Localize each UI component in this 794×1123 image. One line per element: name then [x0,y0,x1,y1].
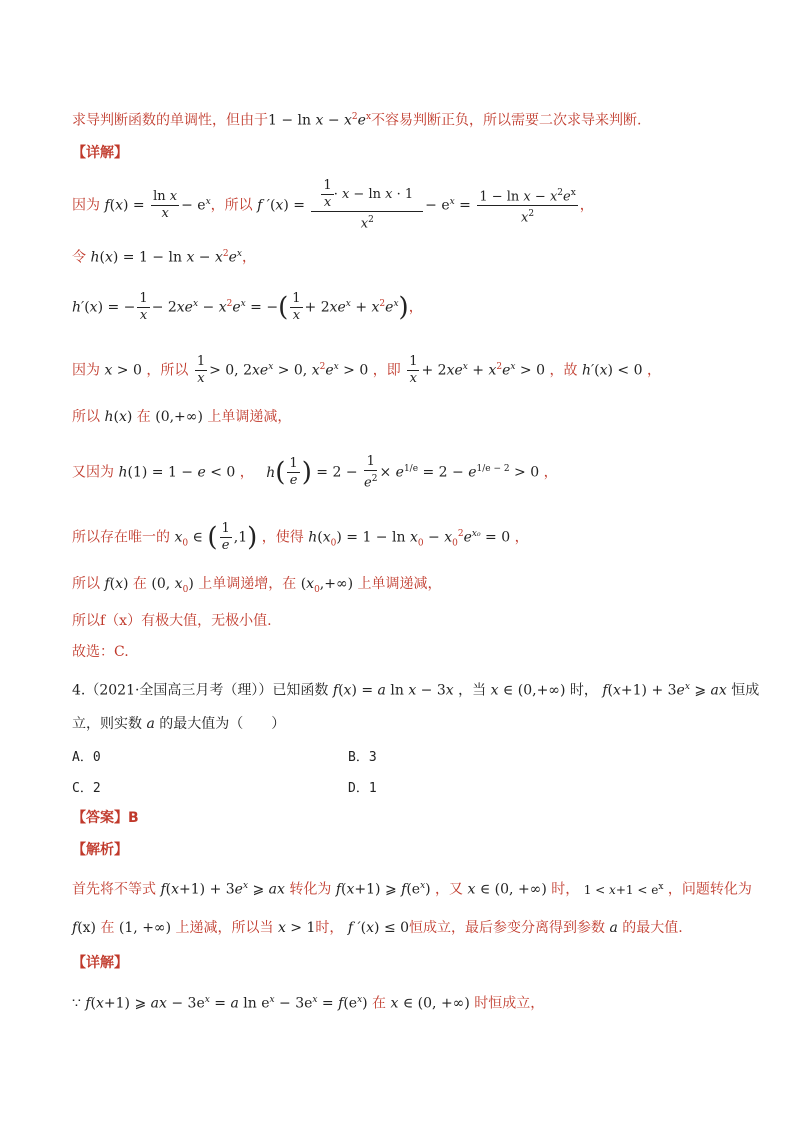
because-line: 因为 f(x) = $\frac{\text{ln x}}{x}$ − $e^x$，所以 f ′(x) = $\frac{1}{x}$ · x − ln x · 1 $x^2$ − $e^x$ = $\frac{1 - \ln x - x^2e^x}{x^2}$ ， [72,178,594,232]
detail-heading-2: 【详解】 [72,955,128,971]
let-line: 令 $h(x) = 1 - \ln x - x^2e^x$， [72,249,256,266]
answer-line: 【答案】B [72,810,139,826]
unique-line: 所以存在唯一的 $x_0$ ∈ ( $\frac{1}{e}$ ,1) ，使得 $h(x_0) = 1 - \ln x_0 - x_0^2e^{x_0} = 0$ ， [72,521,529,554]
option-d[interactable]: D．1 [348,781,377,796]
question-4-line-1: 4.（2021·全国高三月考（理））已知函数 f(x) = a ln x − 3x ，当 x ∈ (0,+∞) 时， $f(x+1) + 3e^x$ ⩾ ax 恒成 [72,682,760,699]
option-a[interactable]: A．0 [72,750,101,765]
monotone-line: 所以 f(x) 在 (0, $x_0$) 上单调递增，在 $(x_0,+\infty)$ 上单调递减， [72,576,442,595]
detail-last-line: ∵ f(x+1) ⩾ ax − $3e^x = a$ $\ln e^x - 3e^x = f(e^x)$ 在 x ∈ (0, +∞) 时恒成立， [72,995,545,1012]
analysis-heading: 【解析】 [72,842,128,858]
analysis-line-1: 首先将不等式 $f(x+1) + 3e^x$ ⩾ ax 转化为 f(x+1) ⩾ $f(e^x)$ ，又 x ∈ (0, +∞) 时， $1 < x+1 < e^x$ ，问题转化为 [72,881,752,898]
detail-heading: 【详解】 [72,145,128,161]
intro-line: 求导判断函数的单调性，但由于$1 - \ln x - x^2e^x$不容易判断正负，所以需要二次求导来判断. [72,112,642,129]
analysis-line-2: f(x) 在 (1, +∞) 上递减，所以当 x > 1时， f ′(x) ≤ 0恒成立，最后参变分离得到参数 a 的最大值. [72,920,683,936]
choice-line: 故选：C. [72,644,129,660]
values-line: 又因为 h(1) = 1 − e < 0 ， h( $\frac{1}{e}$ ) = 2 − $\frac{1}{e^2}$ × $e^{1/e} = 2 - e^{1/e - 2} > 0$ ， [72,453,558,491]
option-b[interactable]: B．3 [348,750,377,765]
question-4-line-2: 立，则实数 a 的最大值为（ ） [72,716,286,732]
intro-text: 求导判断函数的单调性，但由于 [72,112,268,129]
option-c[interactable]: C．2 [72,781,101,796]
decreasing-line: 所以 h(x) 在 (0,+∞) 上单调递减， [72,409,292,425]
extreme-line: 所以f（x）有极大值，无极小值. [72,613,272,629]
positive-line: 因为 x > 0 ，所以 $\frac{1}{x}$ > 0, $2xe^x > 0$, $x^2e^x > 0$ ，即 $\frac{1}{x}$ + $2xe^x + x^2e^x > 0$ ，故 h′(x) < 0 ， [72,354,661,387]
hprime-line: h′(x) = − $\frac{1}{x}$ − $2xe^x - x^2e^x$ = −( $\frac{1}{x}$ + $2xe^x + x^2e^x$)， [72,291,423,324]
